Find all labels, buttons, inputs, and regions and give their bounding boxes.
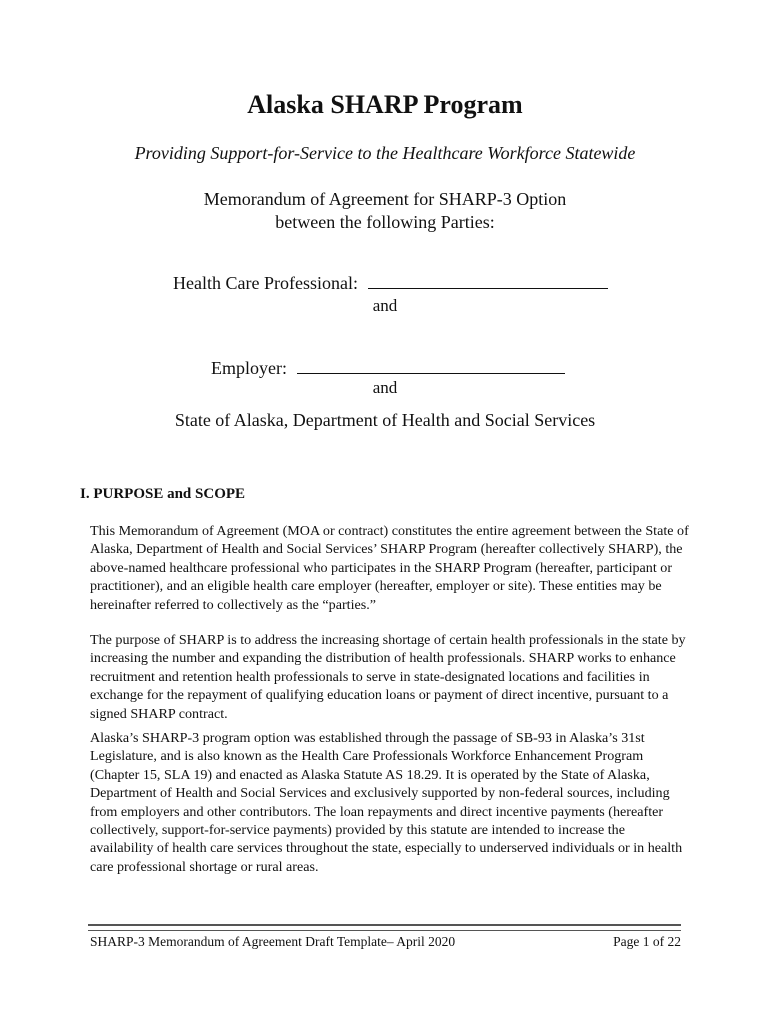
employer-blank[interactable] (297, 357, 565, 374)
document-subtitle: Providing Support-for-Service to the Healthcare Workforce Statewide (134, 143, 636, 163)
memorandum-heading (0, 188, 770, 234)
professional-blank[interactable] (368, 272, 608, 289)
professional-label: Health Care Professional: (173, 273, 358, 293)
memo-line-2: between the following Parties: (275, 212, 495, 232)
footer-page-number: Page 1 of 22 (613, 934, 681, 949)
professional-line (173, 272, 608, 294)
state-party: State of Alaska, Department of Health and Social Services (174, 410, 596, 430)
paragraph-moa (90, 522, 690, 614)
paragraph-text: Alaska’s SHARP-3 program option was established through the passage of SB-93 in Alaska’s 31st Legislature, and is also known as the Health Care Professionals Workforce Enhancement Program (Chapter 15, SLA 19) and enacted as Alaska Statute AS 18.29. It is operated by the State of Alaska, Department of Health and Social Services and exclusively supported by non-federal sources, including from employers and other contributors. The loan repayments and direct incentive payments (hereafter collectively, support-for-service payments) provided by this statute are intended to increase the availability of health care services throughout the state, especially to underserved individuals or in health care professional shortage or rural areas. (90, 730, 683, 875)
memo-line-1: Memorandum of Agreement for SHARP-3 Option (203, 189, 567, 209)
paragraph-sharp3 (90, 729, 690, 876)
and-connector-1: and (372, 296, 398, 315)
section-heading: I. PURPOSE and SCOPE (80, 486, 246, 502)
document-title: Alaska SHARP Program (247, 90, 523, 119)
employer-label: Employer: (211, 358, 287, 378)
employer-line (211, 357, 565, 379)
footer-document-title: SHARP-3 Memorandum of Agreement Draft Template– April 2020 (90, 934, 456, 949)
paragraph-text: This Memorandum of Agreement (MOA or contract) constitutes the entire agreement between the State of Alaska, Department of Health and Social Services’ SHARP Program (hereafter collectively SHARP), the above-named healthcare professional who participates in the SHARP Program (hereafter, participant or practitioner), and an eligible health care employer (hereafter, employer or site). These entities may be hereinafter referred to collectively as the “parties.” (90, 523, 689, 613)
paragraph-text: The purpose of SHARP is to address the increasing shortage of certain health professionals in the state by increasing the number and expanding the distribution of health professionals. SHARP works to enhance recruitment and retention health professionals to serve in state-designated locations and facilities in exchange for the repayment of qualifying education loans or payment of direct incentive, pursuant to a signed SHARP contract. (90, 632, 686, 722)
footer-divider (88, 924, 681, 931)
and-connector-2: and (372, 378, 398, 397)
paragraph-purpose (90, 631, 690, 723)
